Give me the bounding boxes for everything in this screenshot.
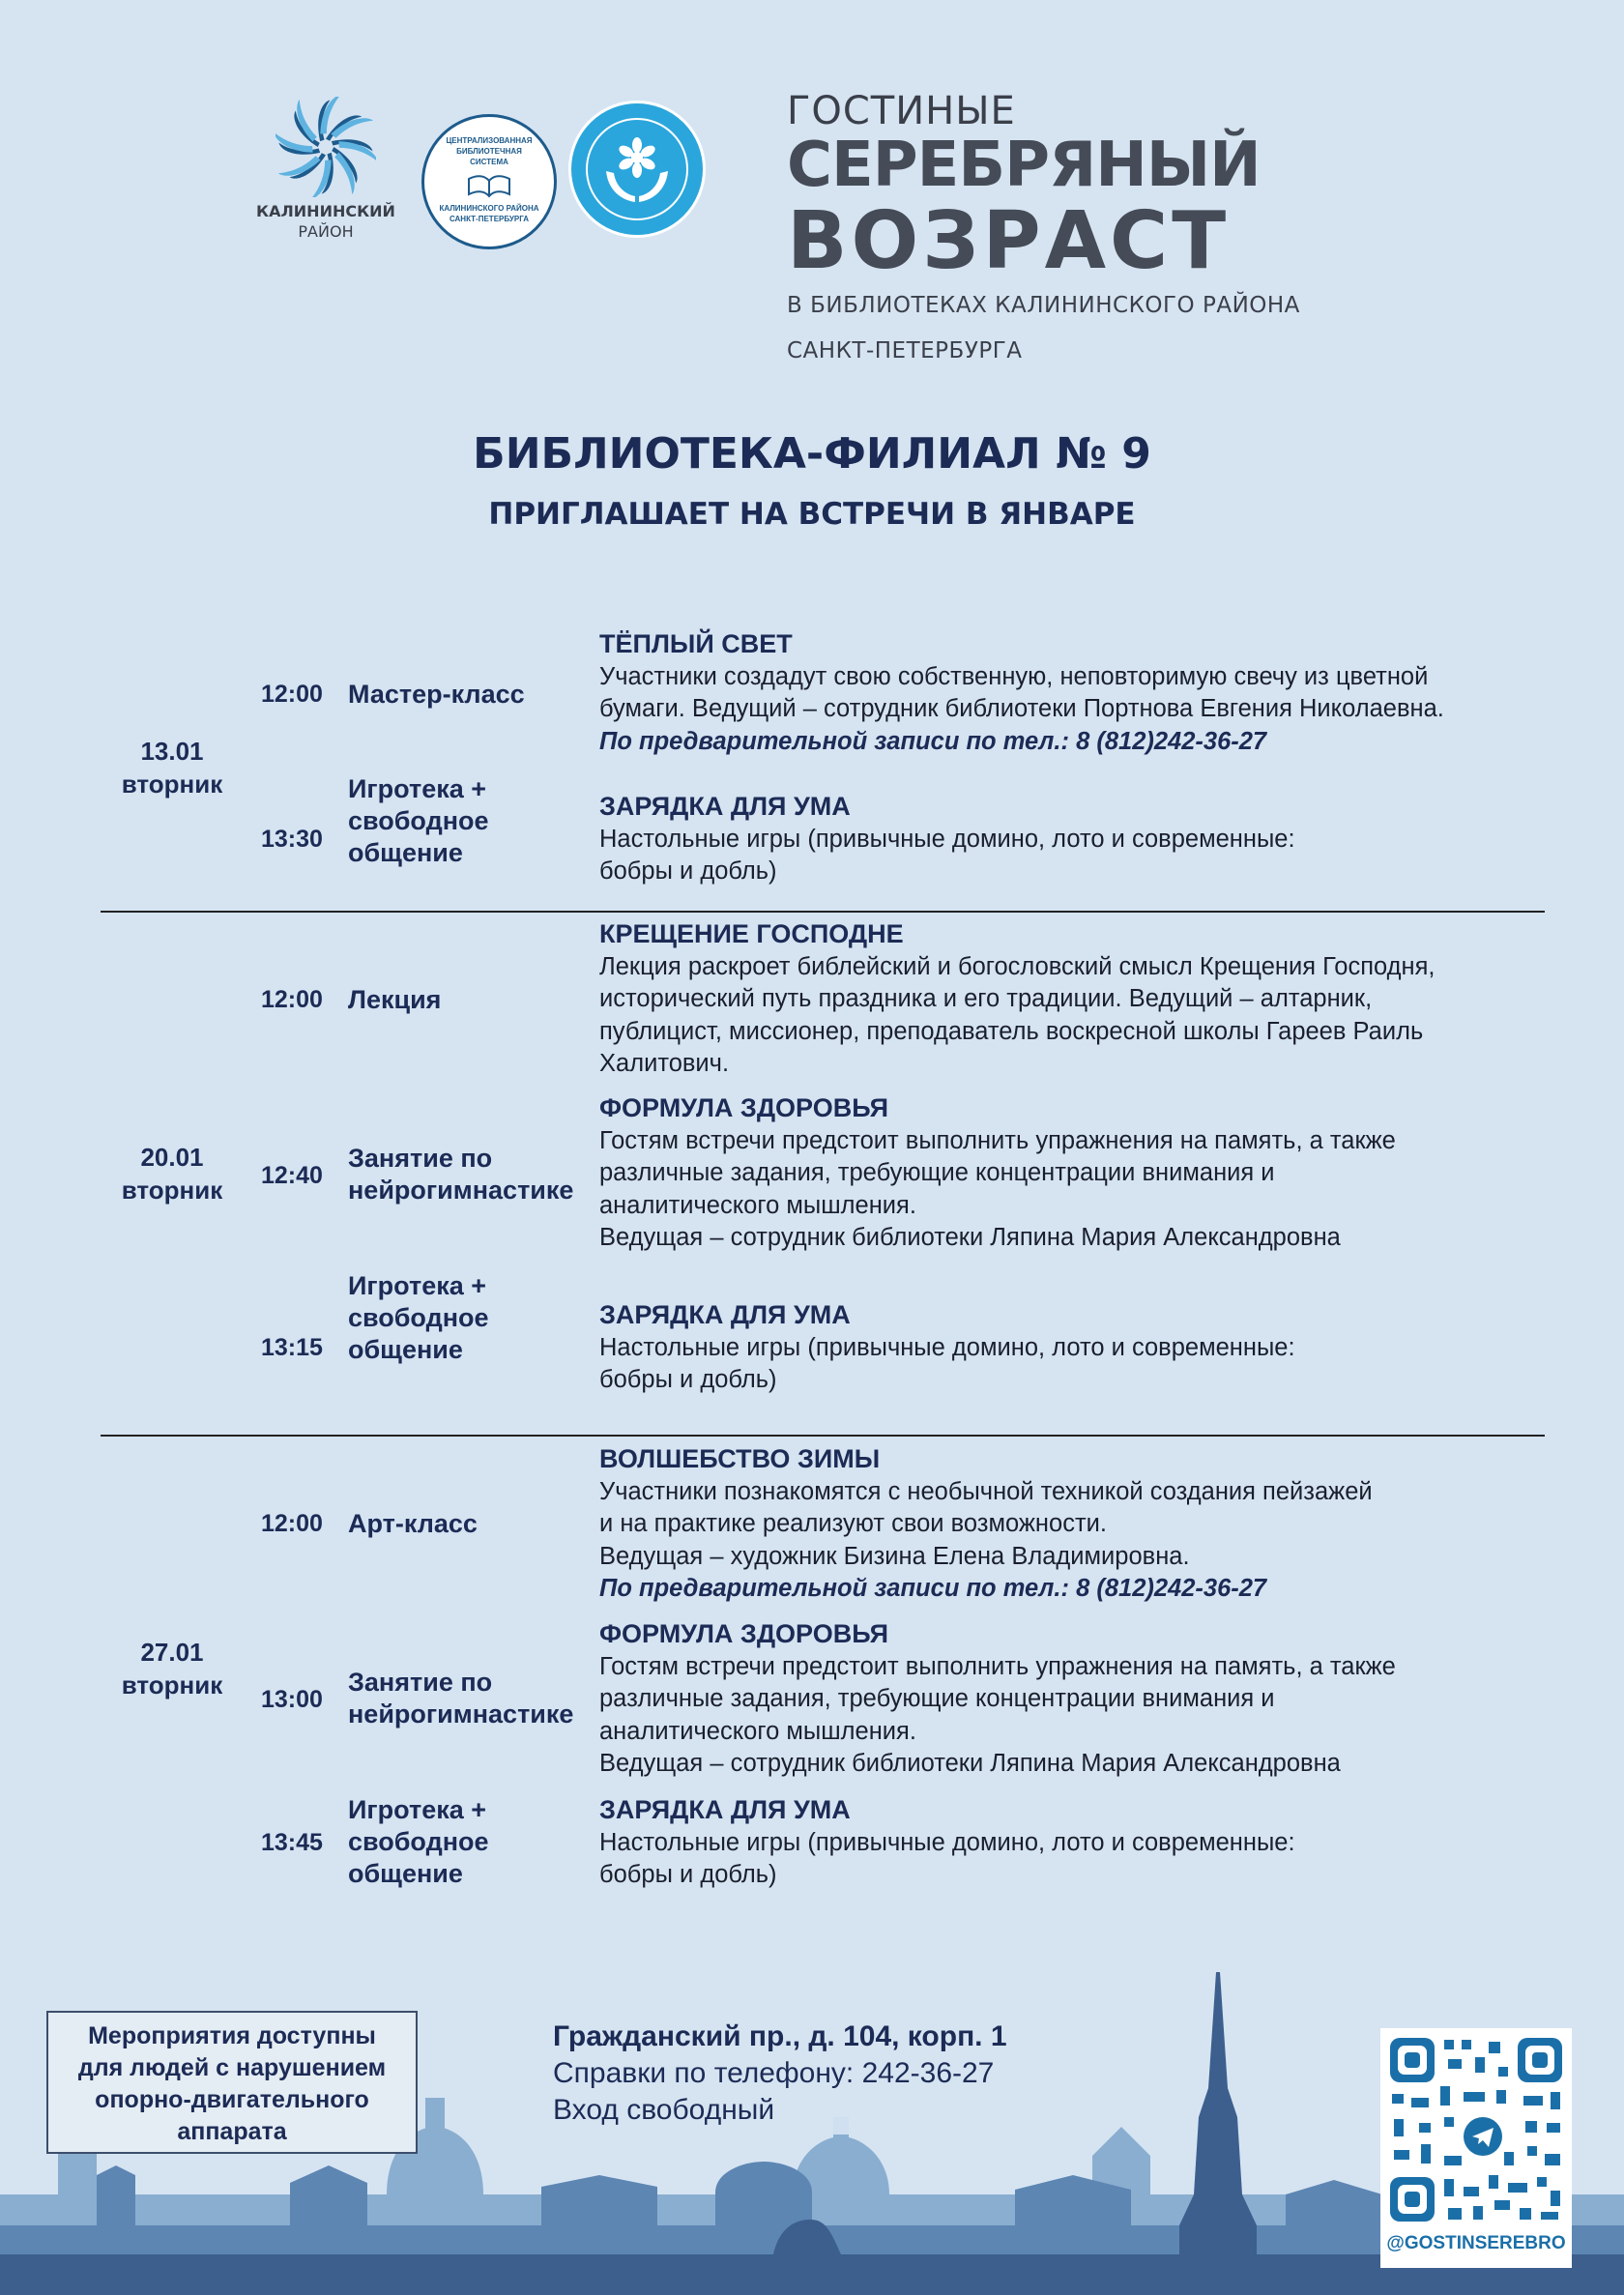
brand-gostinye: ГОСТИНЫЕ: [787, 89, 1016, 133]
event-time: 13:15: [261, 1334, 323, 1361]
event-description: ЗАРЯДКА ДЛЯ УМА Настольные игры (привычные домино, лото и современные: бобры и добль): [599, 791, 1566, 888]
event-heading: ЗАРЯДКА ДЛЯ УМА: [599, 792, 851, 821]
accessibility-notice: Мероприятия доступны для людей с нарушением опорно-двигательного аппарата: [46, 2011, 418, 2154]
kalininsky-logo-text: РАЙОН: [298, 222, 354, 241]
event-time: 12:00: [261, 986, 323, 1013]
event-heading: ФОРМУЛА ЗДОРОВЬЯ: [599, 1619, 888, 1648]
event-heading: КРЕЩЕНИЕ ГОСПОДНЕ: [599, 919, 904, 948]
event-heading: ТЁПЛЫЙ СВЕТ: [599, 629, 793, 658]
event-description: ВОЛШЕБСТВО ЗИМЫ Участники познакомятся с необычной техникой создания пейзажей и на практике реализуют свои возможности. Ведущая – художник Бизина Елена Владимировна. По предварительной записи по тел.: 8 (812)242-36-27: [599, 1443, 1566, 1606]
event-type: Занятие по нейрогимнастике: [348, 1144, 574, 1205]
event-description: ЗАРЯДКА ДЛЯ УМА Настольные игры (привычные домино, лото и современные: бобры и добль): [599, 1794, 1566, 1892]
event-heading: ЗАРЯДКА ДЛЯ УМА: [599, 1795, 851, 1824]
qr-code-icon: [1380, 2028, 1572, 2231]
open-book-icon: [467, 173, 511, 198]
event-type: Лекция: [348, 985, 442, 1014]
event-heading: ЗАРЯДКА ДЛЯ УМА: [599, 1300, 851, 1329]
page-title: БИБЛИОТЕКА-ФИЛИАЛ № 9: [473, 429, 1151, 479]
phone-info: Справки по телефону: 242-36-27: [553, 2057, 995, 2089]
event-type: Занятие по нейрогимнастике: [348, 1668, 574, 1729]
library-system-logo: ЦЕНТРАЛИЗОВАННАЯ БИБЛИОТЕЧНАЯ СИСТЕМА КАЛИНИНСКОГО РАЙОНА САНКТ-ПЕТЕРБУРГА: [421, 114, 557, 249]
event-heading: ВОЛШЕБСТВО ЗИМЫ: [599, 1444, 881, 1473]
brand-city: САНКТ-ПЕТЕРБУРГА: [787, 338, 1023, 363]
event-time: 13:30: [261, 826, 323, 853]
brand-serebryany: СЕРЕБРЯНЫЙ: [787, 130, 1261, 201]
event-time: 12:40: [261, 1162, 323, 1189]
event-time: 12:00: [261, 681, 323, 708]
event-type: Мастер-класс: [348, 680, 525, 709]
page-subtitle: ПРИГЛАШАЕТ НА ВСТРЕЧИ В ЯНВАРЕ: [488, 497, 1136, 532]
address: Гражданский пр., д. 104, корп. 1: [553, 2020, 1007, 2052]
day-divider: [101, 1435, 1545, 1437]
event-description: ЗАРЯДКА ДЛЯ УМА Настольные игры (привычные домино, лото и современные: бобры и добль): [599, 1299, 1566, 1397]
event-description: ТЁПЛЫЙ СВЕТ Участники создадут свою собственную, неповторимую свечу из цветной бумаги. Ведущий – сотрудник библиотеки Портнова Евгения Николаевна. По предварительной записи по тел.: 8 (812)242-36-27: [599, 628, 1566, 758]
day-date: 20.01 вторник: [121, 1143, 223, 1205]
entry-info: Вход свободный: [553, 2094, 775, 2126]
kalininsky-district-logo: [253, 97, 398, 242]
brand-vozrast: ВОЗРАСТ: [787, 195, 1231, 287]
event-type: Игротека + свободное общение: [348, 774, 489, 867]
kalininsky-logo-text: КАЛИНИНСКИЙ: [256, 202, 395, 220]
telegram-handle: @GOSTINSEREBRO: [1386, 2233, 1566, 2253]
event-description: ФОРМУЛА ЗДОРОВЬЯ Гостям встречи предстоит выполнить упражнения на память, а также различные задания, требующие концентрации внимания и аналитического мышления. Ведущая – сотрудник библиотеки Ляпина Мария Александровна: [599, 1092, 1566, 1255]
event-time: 13:00: [261, 1686, 323, 1713]
event-heading: ФОРМУЛА ЗДОРОВЬЯ: [599, 1093, 888, 1122]
day-date: 13.01 вторник: [121, 737, 223, 799]
contact-info: [539, 2009, 1061, 2135]
social-center-logo: [568, 101, 706, 238]
event-time: 12:00: [261, 1510, 323, 1537]
event-description: ФОРМУЛА ЗДОРОВЬЯ Гостям встречи предстоит выполнить упражнения на память, а также различные задания, требующие концентрации внимания и аналитического мышления. Ведущая – сотрудник библиотеки Ляпина Мария Александровна: [599, 1618, 1566, 1781]
registration-note: По предварительной записи по тел.: 8 (812)242-36-27: [599, 727, 1267, 755]
qr-code[interactable]: [1380, 2028, 1572, 2268]
event-type: Арт-класс: [348, 1509, 478, 1538]
event-type: Игротека + свободное общение: [348, 1795, 489, 1888]
hands-flower-icon: [571, 103, 703, 235]
event-time: 13:45: [261, 1829, 323, 1856]
day-date: 27.01 вторник: [121, 1638, 223, 1699]
event-description: КРЕЩЕНИЕ ГОСПОДНЕ Лекция раскроет библейский и богословский смысл Крещения Господня, исторический путь праздника и его традиции. Ведущий – алтарник, публицист, миссионер, преподаватель воскресной школы Гареев Раиль Халитович.: [599, 918, 1566, 1081]
pinwheel-icon: [276, 97, 376, 197]
day-divider: [101, 911, 1545, 913]
event-type: Игротека + свободное общение: [348, 1271, 489, 1364]
brand-subtitle: В БИБЛИОТЕКАХ КАЛИНИНСКОГО РАЙОНА: [787, 293, 1300, 318]
registration-note: По предварительной записи по тел.: 8 (812)242-36-27: [599, 1575, 1267, 1602]
